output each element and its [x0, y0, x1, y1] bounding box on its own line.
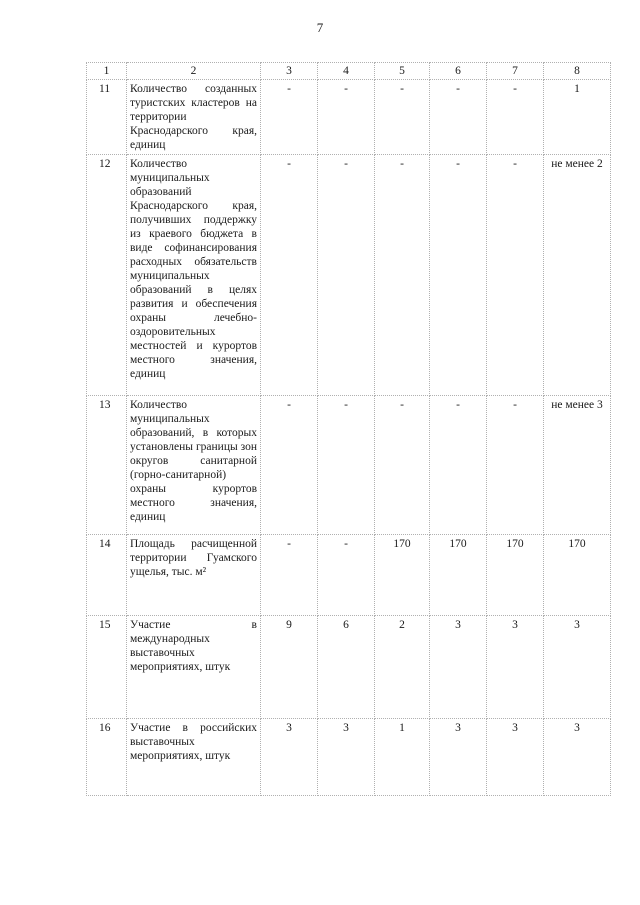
row-value: -: [430, 396, 487, 535]
row-description: Площадь расчищенной территории Гуамского ущелья, тыс. м²: [127, 535, 261, 616]
column-header: 6: [430, 63, 487, 80]
row-value: 3: [544, 719, 611, 796]
column-header: 4: [318, 63, 375, 80]
row-value: -: [487, 396, 544, 535]
row-value: 3: [487, 719, 544, 796]
row-value: 3: [430, 616, 487, 719]
row-value: -: [318, 155, 375, 396]
row-value: -: [318, 80, 375, 155]
row-value: 170: [375, 535, 430, 616]
row-value: -: [318, 535, 375, 616]
table-row: [87, 396, 611, 535]
row-value: 9: [261, 616, 318, 719]
row-number: 14: [87, 535, 127, 616]
row-description: Количество муниципальных образований Краснодарского края, получивших поддержку из краевого бюджета в виде софинансирования расходных обязательств муниципальных образований в целях развития и обеспечения охраны лечебно-оздоровительных местностей и курортов местного значения, единиц: [127, 155, 261, 396]
row-value: -: [487, 155, 544, 396]
row-value: -: [487, 80, 544, 155]
row-value: 3: [487, 616, 544, 719]
row-value: 3: [430, 719, 487, 796]
row-value: 3: [318, 719, 375, 796]
column-header: 5: [375, 63, 430, 80]
row-value: -: [375, 80, 430, 155]
row-description: Количество муниципальных образований, в которых установлены границы зон округов санитарной (горно-санитарной) охраны курортов местного значения, единиц: [127, 396, 261, 535]
row-description: Количество созданных туристских кластеров на территории Краснодарского края, единиц: [127, 80, 261, 155]
column-header: 3: [261, 63, 318, 80]
row-value: -: [318, 396, 375, 535]
column-header: 8: [544, 63, 611, 80]
row-value: не менее 2: [544, 155, 611, 396]
table-header-row: [87, 63, 611, 80]
row-value: 170: [487, 535, 544, 616]
row-value: -: [375, 396, 430, 535]
page-number: 7: [316, 20, 324, 35]
column-header: 2: [127, 63, 261, 80]
row-value: -: [375, 155, 430, 396]
table-row: [87, 535, 611, 616]
column-header: 7: [487, 63, 544, 80]
row-number: 12: [87, 155, 127, 396]
row-value: -: [430, 155, 487, 396]
row-description: Участие в международных выставочных мероприятиях, штук: [127, 616, 261, 719]
table-row: [87, 719, 611, 796]
row-value: -: [261, 535, 318, 616]
row-value: -: [261, 155, 318, 396]
table-row: [87, 616, 611, 719]
table-row: [87, 80, 611, 155]
row-value: 3: [544, 616, 611, 719]
row-value: 6: [318, 616, 375, 719]
column-header: 1: [87, 63, 127, 80]
row-number: 11: [87, 80, 127, 155]
row-value: 170: [430, 535, 487, 616]
row-value: 1: [375, 719, 430, 796]
indicators-table: [86, 62, 611, 796]
row-value: -: [261, 396, 318, 535]
row-value: не менее 3: [544, 396, 611, 535]
row-number: 15: [87, 616, 127, 719]
row-number: 16: [87, 719, 127, 796]
row-value: 170: [544, 535, 611, 616]
row-value: -: [430, 80, 487, 155]
row-value: 3: [261, 719, 318, 796]
table-row: [87, 155, 611, 396]
row-value: 1: [544, 80, 611, 155]
row-value: 2: [375, 616, 430, 719]
row-description: Участие в российских выставочных мероприятиях, штук: [127, 719, 261, 796]
row-number: 13: [87, 396, 127, 535]
row-value: -: [261, 80, 318, 155]
